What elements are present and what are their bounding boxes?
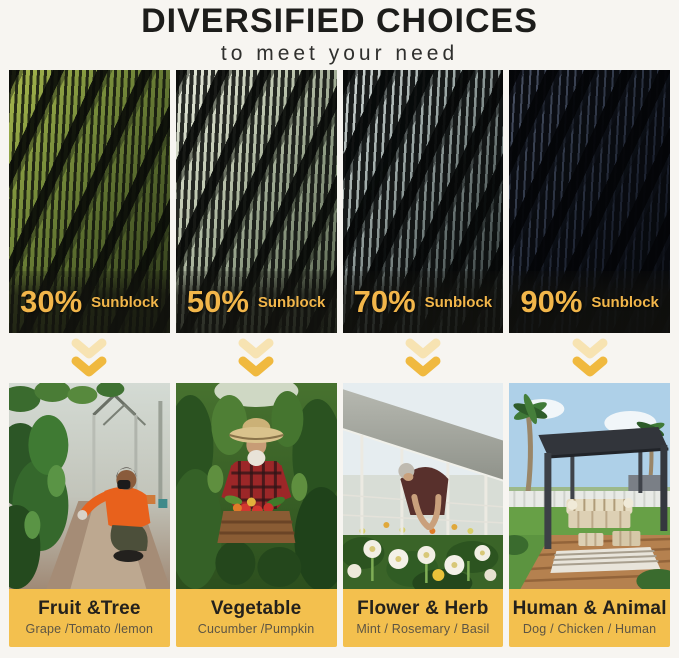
use-case-fruit-tree bbox=[9, 383, 170, 647]
shade-option-banner bbox=[343, 271, 504, 333]
use-case-title: Flower & Herb bbox=[357, 598, 489, 619]
sunblock-label: Sunblock bbox=[424, 293, 493, 311]
page-header bbox=[0, 0, 679, 67]
use-case-title: Fruit &Tree bbox=[38, 598, 141, 619]
use-cases-row bbox=[0, 383, 679, 647]
greenhouse-worker-illustration bbox=[9, 383, 170, 589]
use-case-subtitle: Dog / Chicken / Human bbox=[522, 622, 657, 636]
photo-vegetable bbox=[176, 383, 337, 589]
percent-value: 50% bbox=[186, 284, 249, 319]
use-case-human-animal bbox=[509, 383, 670, 647]
photo-fruit-tree bbox=[9, 383, 170, 589]
shade-option-banner bbox=[176, 271, 337, 333]
shade-net-flower-farm-illustration bbox=[343, 383, 504, 589]
photo-flower-herb bbox=[343, 383, 504, 589]
pergola-backyard-illustration bbox=[509, 383, 670, 589]
use-case-title: Vegetable bbox=[210, 598, 302, 619]
sunblock-label: Sunblock bbox=[91, 293, 159, 311]
use-case-subtitle: Grape /Tomato /lemon bbox=[25, 622, 154, 636]
use-case-subtitle: Mint / Rosemary / Basil bbox=[356, 622, 490, 636]
use-case-vegetable bbox=[176, 383, 337, 647]
arrows-row bbox=[0, 333, 679, 383]
use-case-flower-herb bbox=[343, 383, 504, 647]
use-case-label bbox=[343, 589, 504, 647]
use-case-title: Human & Animal bbox=[512, 598, 667, 619]
use-case-subtitle: Cucumber /Pumpkin bbox=[197, 622, 315, 636]
shade-net-photo-50 bbox=[176, 70, 337, 333]
page-subtitle: to meet your need bbox=[220, 42, 459, 65]
farmer-with-crate-illustration bbox=[176, 383, 337, 589]
page-title: DIVERSIFIED CHOICES bbox=[141, 2, 538, 40]
percent-value: 90% bbox=[520, 284, 583, 319]
percent-value: 30% bbox=[20, 284, 83, 319]
sunblock-label: Sunblock bbox=[591, 293, 659, 311]
shade-net-photo-30 bbox=[9, 70, 170, 333]
double-chevron-down-icon bbox=[66, 336, 112, 380]
double-chevron-down-icon bbox=[567, 336, 613, 380]
shade-option-banner bbox=[9, 271, 170, 333]
shade-net-photo-70 bbox=[343, 70, 504, 333]
double-chevron-down-icon bbox=[233, 336, 279, 380]
shade-options-row bbox=[0, 70, 679, 333]
use-case-label bbox=[9, 589, 170, 647]
shade-option-banner bbox=[509, 271, 670, 333]
use-case-label bbox=[176, 589, 337, 647]
photo-human-animal bbox=[509, 383, 670, 589]
use-case-label bbox=[509, 589, 670, 647]
shade-net-photo-90 bbox=[509, 70, 670, 333]
double-chevron-down-icon bbox=[400, 336, 446, 380]
sunblock-label: Sunblock bbox=[257, 293, 326, 311]
percent-value: 70% bbox=[353, 284, 416, 319]
